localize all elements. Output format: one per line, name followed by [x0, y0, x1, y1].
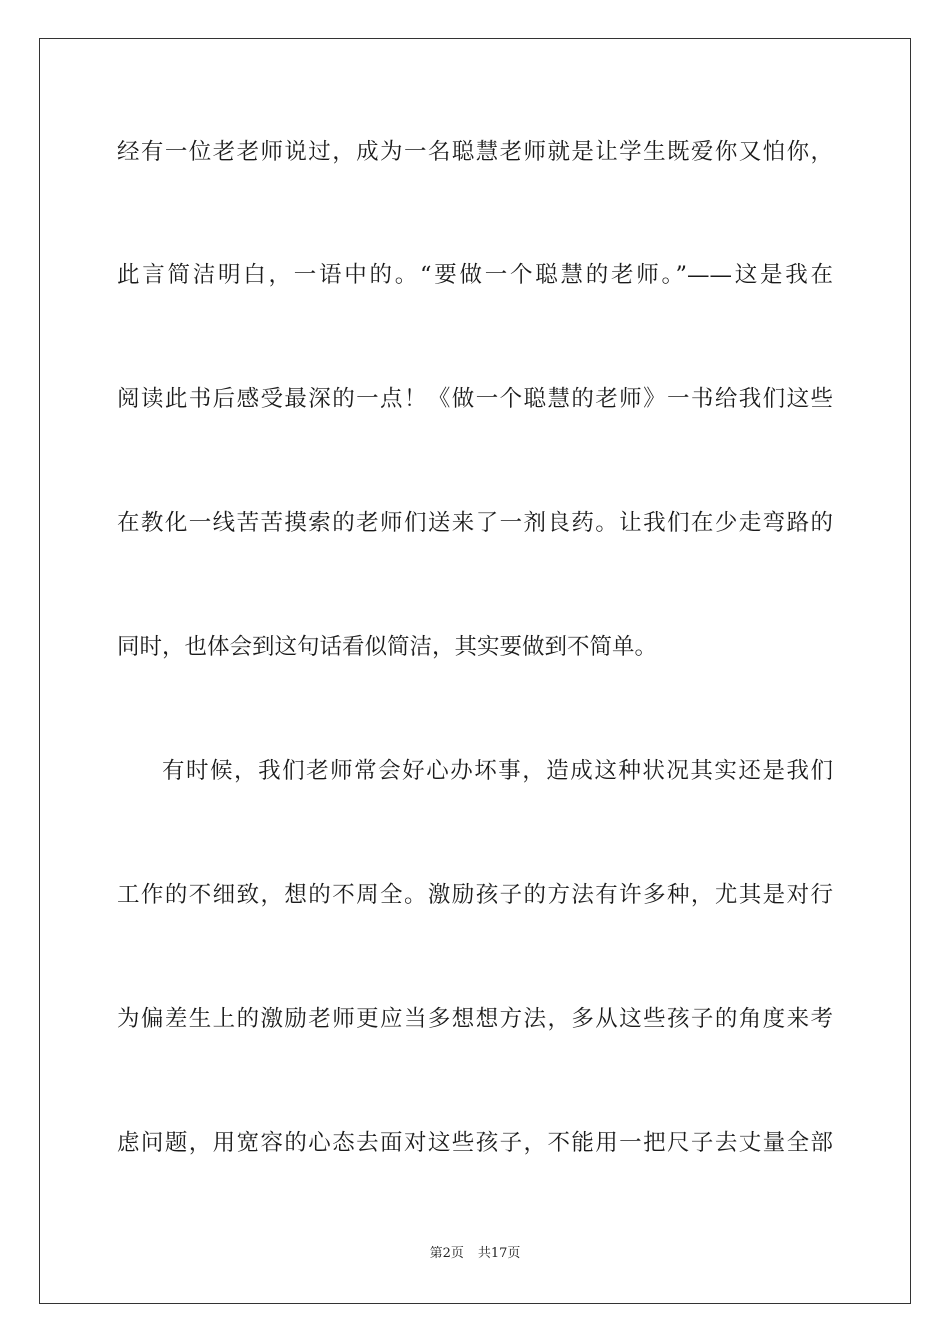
text-line-4: 在教化一线苦苦摸索的老师们送来了一剂良药。让我们在少走弯路的	[117, 510, 833, 536]
text-line-5: 同时，也体会到这句话看似简洁，其实要做到不简单。	[117, 634, 658, 660]
text-line-8: 为偏差生上的激励老师更应当多想想方法，多从这些孩子的角度来考	[117, 1006, 833, 1032]
page-border	[39, 38, 911, 1304]
page-number: 第2页	[429, 1246, 464, 1261]
text-line-2: 此言简洁明白，一语中的。“要做一个聪慧的老师。”——这是我在	[117, 262, 833, 288]
page-footer	[0, 1246, 950, 1262]
text-line-9: 虑问题，用宽容的心态去面对这些孩子，不能用一把尺子去丈量全部	[117, 1130, 833, 1156]
page-total: 共17页	[477, 1246, 521, 1261]
text-line-1: 经有一位老老师说过，成为一名聪慧老师就是让学生既爱你又怕你，	[117, 139, 833, 165]
text-line-3: 阅读此书后感受最深的一点！《做一个聪慧的老师》一书给我们这些	[117, 386, 833, 412]
text-line-6: 有时候，我们老师常会好心办坏事，造成这种状况其实还是我们	[162, 758, 833, 784]
text-line-7: 工作的不细致，想的不周全。激励孩子的方法有许多种，尤其是对行	[117, 882, 833, 908]
